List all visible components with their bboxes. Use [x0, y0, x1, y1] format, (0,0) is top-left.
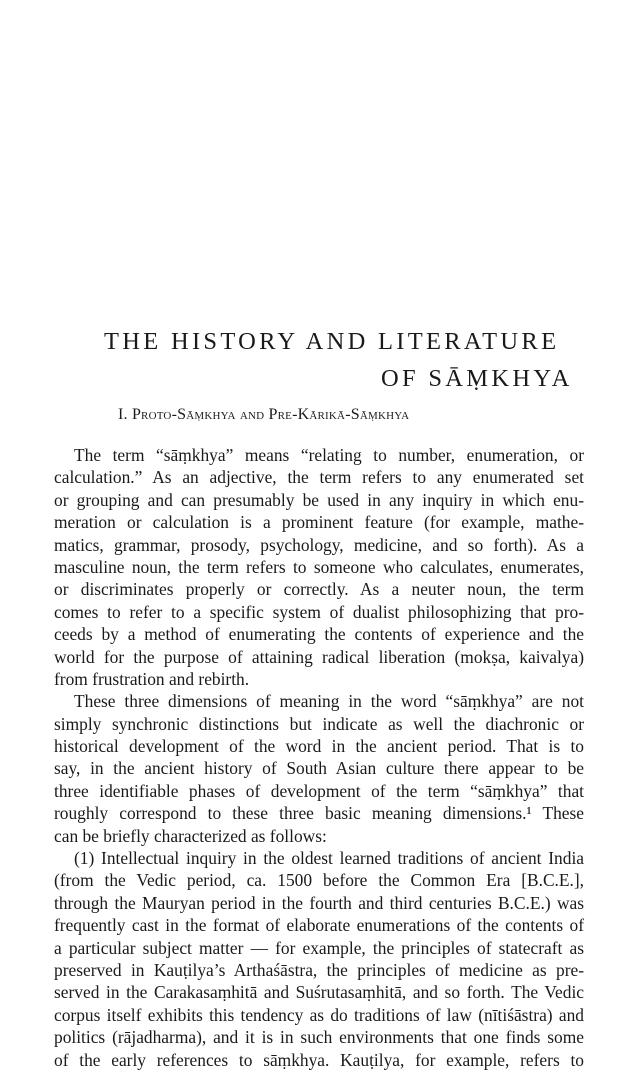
body-line: (from the Vedic period, ca. 1500 before the Common Era [B.C.E.],	[54, 870, 584, 891]
body-line: or grouping and can presumably be used in any inquiry in which enu-	[54, 489, 584, 510]
body-line: say, in the ancient history of South Asian culture there appear to be	[54, 758, 584, 779]
body-line: or discriminates properly or correctly. As a neuter noun, the term	[54, 579, 584, 600]
body-line: simply synchronic distinctions but indicate as well the diachronic or	[54, 713, 584, 734]
section-numeral: I.	[118, 406, 128, 423]
body-line: can be briefly characterized as follows:	[54, 825, 327, 846]
body-line: of the early references to sāṃkhya. Kauṭilya, for example, refers to	[54, 1049, 584, 1070]
body-line: meration or calculation is a prominent feature (for example, mathe-	[54, 512, 584, 533]
body-line: preserved in Kauṭilya’s Arthaśāstra, the principles of medicine as pre-	[54, 959, 584, 980]
body-line: masculine noun, the term refers to someone who calculates, enumerates,	[54, 556, 584, 577]
chapter-title-line-1: THE HISTORY AND LITERATURE	[104, 328, 560, 355]
body-line: The term “sāṃkhya” means “relating to number, enumeration, or	[74, 445, 584, 465]
body-line: ceeds by a method of enumerating the contents of experience and the	[54, 624, 584, 645]
chapter-title-line-2: OF SĀṂKHYA	[381, 365, 573, 392]
body-line: from frustration and rebirth.	[54, 668, 250, 689]
body-line: calculation.” As an adjective, the term refers to any enumerated set	[54, 467, 584, 488]
section-heading-text: Proto-Sāṃkhya and Pre-Kārikā-Sāṃkhya	[131, 406, 410, 423]
body-line: matics, grammar, prosody, psychology, medicine, and so forth). As a	[54, 534, 584, 555]
body-line: roughly correspond to these three basic meaning dimensions.¹ These	[54, 803, 584, 824]
section-heading	[118, 405, 409, 425]
body-line: These three dimensions of meaning in the word “sāṃkhya” are not	[74, 691, 584, 712]
body-text	[54, 444, 584, 1071]
body-line: a particular subject matter — for example, the principles of statecraft as	[54, 937, 584, 958]
body-line: (1) Intellectual inquiry in the oldest learned traditions of ancient India	[74, 848, 584, 869]
body-line: three identifiable phases of development of the term “sāṃkhya” that	[54, 780, 584, 801]
body-line: comes to refer to a specific system of dualist philosophizing that pro-	[54, 601, 584, 622]
body-line: corpus itself exhibits this tendency as do traditions of law (nītiśāstra) and	[54, 1004, 584, 1025]
body-line: through the Mauryan period in the fourth and third centuries B.C.E.) was	[54, 892, 584, 913]
body-line: world for the purpose of attaining radical liberation (mokṣa, kaivalya)	[54, 646, 584, 667]
body-line: frequently cast in the format of elaborate enumerations of the contents of	[54, 915, 584, 936]
body-line: historical development of the word in the ancient period. That is to	[54, 736, 584, 757]
body-line: politics (rājadharma), and it is in such environments that one finds some	[54, 1027, 584, 1048]
body-line: served in the Carakasaṃhitā and Suśrutasaṃhitā, and so forth. The Vedic	[54, 982, 584, 1003]
